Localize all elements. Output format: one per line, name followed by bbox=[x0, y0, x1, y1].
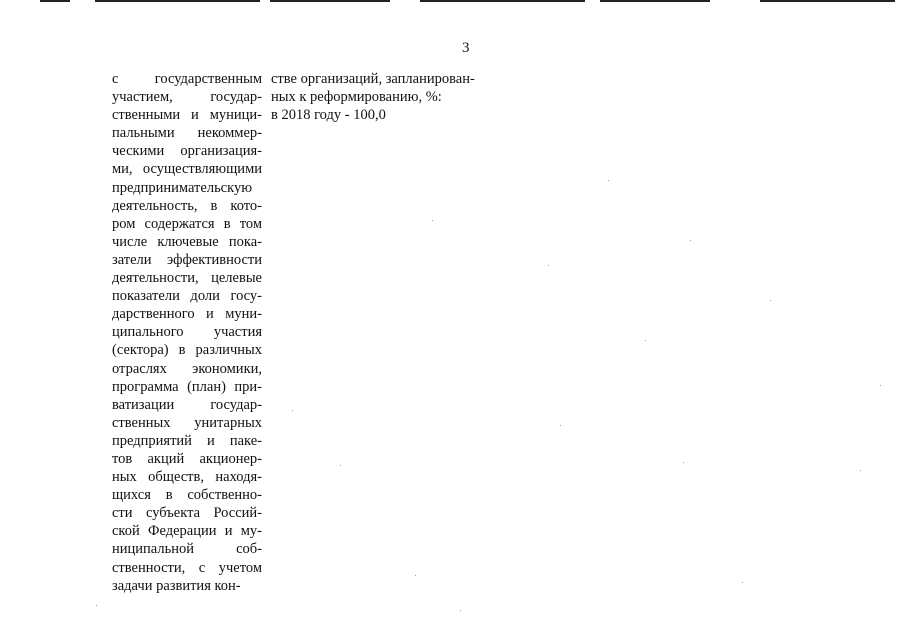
scan-noise-speck bbox=[880, 385, 881, 386]
text-line: ственных унитарных bbox=[112, 414, 262, 431]
scan-noise-speck bbox=[742, 582, 743, 583]
text-line: ственности, с учетом bbox=[112, 559, 262, 576]
text-line: ской Федерации и му- bbox=[112, 523, 262, 540]
text-line: ватизации государ- bbox=[112, 396, 262, 413]
text-line: стве организаций, запланирован- bbox=[271, 71, 475, 87]
top-border-line bbox=[420, 0, 585, 2]
text-line: затели эффективности bbox=[112, 251, 262, 268]
scan-noise-speck bbox=[292, 410, 293, 411]
top-border-line bbox=[760, 0, 895, 2]
text-line: ческими организация- bbox=[112, 143, 262, 160]
scan-noise-speck bbox=[770, 300, 771, 301]
right-text-column bbox=[271, 70, 501, 124]
top-border-line bbox=[95, 0, 260, 2]
text-line: отраслях экономики, bbox=[112, 360, 262, 377]
text-line: деятельность, в кото- bbox=[112, 197, 262, 214]
text-line: участием, государ- bbox=[112, 89, 262, 106]
scan-noise-speck bbox=[548, 265, 549, 266]
left-text-column bbox=[112, 70, 262, 595]
text-line: дарственного и муни- bbox=[112, 306, 262, 323]
scan-noise-speck bbox=[608, 180, 609, 181]
page-number: 3 bbox=[462, 40, 470, 56]
text-line: ных обществ, находя- bbox=[112, 469, 262, 486]
text-line: тов акций акционер- bbox=[112, 450, 262, 467]
text-line: в 2018 году - 100,0 bbox=[271, 107, 386, 124]
scan-noise-speck bbox=[340, 465, 341, 466]
text-line: показатели доли госу- bbox=[112, 288, 262, 305]
top-border-line bbox=[40, 0, 70, 2]
text-line: ных к реформированию, %: bbox=[271, 89, 442, 106]
text-line: предпринимательскую bbox=[112, 179, 253, 196]
scan-noise-speck bbox=[690, 240, 691, 241]
text-line: ственными и муници- bbox=[112, 107, 262, 124]
scan-noise-speck bbox=[645, 340, 646, 341]
top-border-line bbox=[600, 0, 710, 2]
scan-noise-speck bbox=[860, 470, 861, 471]
text-line: щихся в собственно- bbox=[112, 487, 262, 504]
text-line: с государственным bbox=[112, 71, 262, 87]
text-line: числе ключевые пока- bbox=[112, 233, 262, 250]
scan-noise-speck bbox=[415, 575, 416, 576]
text-line: ниципальной соб- bbox=[112, 541, 262, 558]
text-line: программа (план) при- bbox=[112, 378, 262, 395]
text-line: ципального участия bbox=[112, 324, 262, 341]
text-line: предприятий и паке- bbox=[112, 432, 262, 449]
text-line: (сектора) в различных bbox=[112, 342, 262, 359]
text-line: задачи развития кон- bbox=[112, 577, 241, 594]
text-line: пальными некоммер- bbox=[112, 125, 262, 142]
text-line: сти субъекта Россий- bbox=[112, 505, 262, 522]
text-line: деятельности, целевые bbox=[112, 270, 262, 287]
scan-noise-speck bbox=[432, 220, 433, 221]
scan-noise-speck bbox=[560, 425, 561, 426]
text-line: ми, осуществляющими bbox=[112, 161, 262, 178]
text-line: ром содержатся в том bbox=[112, 215, 262, 232]
scan-noise-speck bbox=[460, 610, 461, 611]
scan-noise-speck bbox=[96, 605, 97, 606]
top-border-line bbox=[270, 0, 390, 2]
scan-noise-speck bbox=[683, 462, 684, 463]
